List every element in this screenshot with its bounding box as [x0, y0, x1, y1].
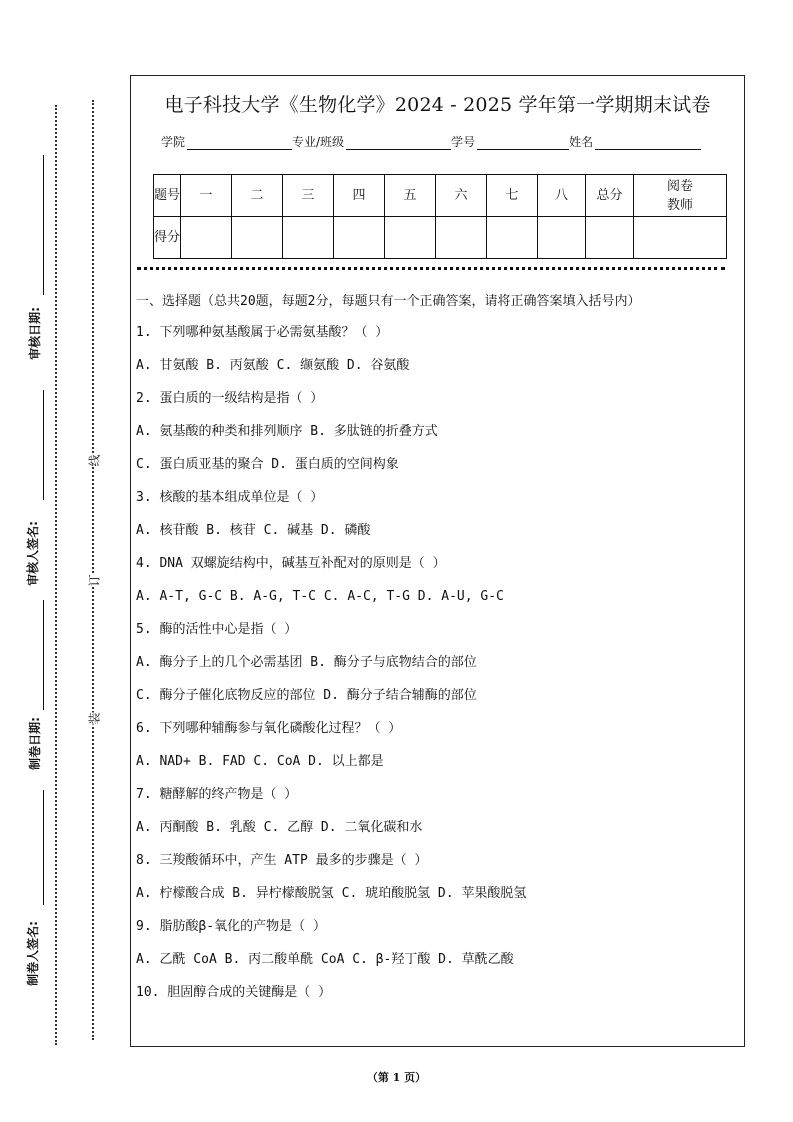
make-date-underline: [43, 600, 44, 710]
name-label: 姓名: [569, 135, 594, 149]
score-cell-5[interactable]: [385, 217, 436, 259]
score-cell-4[interactable]: [334, 217, 385, 259]
reviewer-sign-label: 审核人签名:: [25, 521, 40, 586]
score-table: [153, 174, 727, 259]
college-label: 学院: [161, 135, 186, 149]
header-cell-7: 七: [487, 175, 538, 217]
question-stem: 10. 胆固醇合成的关键酶是（ ）: [136, 985, 332, 1000]
exam-frame: [130, 75, 745, 1047]
question-options: A. 甘氨酸 B. 丙氨酸 C. 缬氨酸 D. 谷氨酸: [136, 358, 410, 373]
score-cell-1[interactable]: [181, 217, 232, 259]
question-stem: 1. 下列哪种氨基酸属于必需氨基酸？（ ）: [136, 325, 389, 340]
question-stem: 4. DNA 双螺旋结构中，碱基互补配对的原则是（ ）: [136, 556, 446, 571]
binding-dotted-line-inner: [92, 100, 94, 1040]
binding-char-zhuang: 装: [87, 712, 102, 725]
student-info-row: [161, 133, 701, 150]
question-options: C. 酶分子催化底物反应的部位 D. 酶分子结合辅酶的部位: [136, 688, 477, 703]
score-cell-7[interactable]: [487, 217, 538, 259]
score-cell-3[interactable]: [283, 217, 334, 259]
college-field[interactable]: [187, 135, 292, 150]
question-content: [136, 290, 736, 1012]
score-cell-2[interactable]: [232, 217, 283, 259]
score-cell-8[interactable]: [538, 217, 586, 259]
header-cell-grader: 阅卷教师: [634, 175, 727, 217]
question-stem: 7. 糖酵解的终产物是（ ）: [136, 787, 298, 802]
header-cell-8: 八: [538, 175, 586, 217]
question-options: A. 核苷酸 B. 核苷 C. 碱基 D. 磷酸: [136, 523, 371, 538]
review-date-label: 审核日期:: [27, 307, 42, 360]
score-cell-6[interactable]: [436, 217, 487, 259]
exam-title: 电子科技大学《生物化学》2024 - 2025 学年第一学期期末试卷: [164, 94, 711, 116]
question-options: A. 乙酰 CoA B. 丙二酸单酰 CoA C. β-羟丁酸 D. 草酰乙酸: [136, 952, 514, 967]
score-cell-grader[interactable]: [634, 217, 727, 259]
question-stem: 3. 核酸的基本组成单位是（ ）: [136, 490, 324, 505]
binding-char-ding: 订: [87, 574, 102, 587]
maker-sign-underline: [43, 790, 44, 905]
reviewer-sign-underline: [43, 390, 44, 500]
question-options: A. A-T, G-C B. A-G, T-C C. A-C, T-G D. A-U, G-C: [136, 589, 504, 604]
header-cell-1: 一: [181, 175, 232, 217]
section-heading: 一、选择题（总共20题，每题2分，每题只有一个正确答案，请将正确答案填入括号内）: [136, 294, 641, 309]
major-field[interactable]: [346, 135, 451, 150]
question-stem: 2. 蛋白质的一级结构是指（ ）: [136, 391, 324, 406]
question-options: A. 丙酮酸 B. 乳酸 C. 乙醇 D. 二氧化碳和水: [136, 820, 423, 835]
score-cell-total[interactable]: [586, 217, 634, 259]
binding-char-line: 线: [87, 454, 102, 467]
header-cell-tihao: 题号: [154, 175, 181, 217]
student-id-label: 学号: [451, 135, 476, 149]
question-stem: 6. 下列哪种辅酶参与氧化磷酸化过程？（ ）: [136, 721, 402, 736]
question-options: A. 氨基酸的种类和排列顺序 B. 多肽链的折叠方式: [136, 424, 438, 439]
page-number: （第 1 页）: [366, 1071, 427, 1084]
binding-dotted-line-outer: [55, 105, 57, 1045]
score-row-label: 得分: [154, 217, 181, 259]
section-dotted-separator: [137, 267, 725, 270]
score-table-header-row: [154, 175, 727, 217]
student-id-field[interactable]: [477, 135, 569, 150]
name-field[interactable]: [595, 135, 701, 150]
header-cell-4: 四: [334, 175, 385, 217]
header-cell-2: 二: [232, 175, 283, 217]
major-label: 专业/班级: [292, 135, 345, 149]
header-cell-5: 五: [385, 175, 436, 217]
review-date-underline: [43, 155, 44, 295]
question-options: C. 蛋白质亚基的聚合 D. 蛋白质的空间构象: [136, 457, 399, 472]
question-stem: 9. 脂肪酸β-氧化的产物是（ ）: [136, 919, 326, 934]
question-stem: 5. 酶的活性中心是指（ ）: [136, 622, 298, 637]
question-options: A. NAD+ B. FAD C. CoA D. 以上都是: [136, 754, 384, 769]
header-cell-6: 六: [436, 175, 487, 217]
question-options: A. 酶分子上的几个必需基团 B. 酶分子与底物结合的部位: [136, 655, 477, 670]
question-stem: 8. 三羧酸循环中，产生 ATP 最多的步骤是（ ）: [136, 853, 428, 868]
make-date-label: 制卷日期:: [27, 717, 42, 770]
header-cell-3: 三: [283, 175, 334, 217]
header-cell-total: 总分: [586, 175, 634, 217]
maker-sign-label: 制卷人签名:: [25, 921, 40, 986]
question-options: A. 柠檬酸合成 B. 异柠檬酸脱氢 C. 琥珀酸脱氢 D. 苹果酸脱氢: [136, 886, 527, 901]
score-table-score-row: [154, 217, 727, 259]
